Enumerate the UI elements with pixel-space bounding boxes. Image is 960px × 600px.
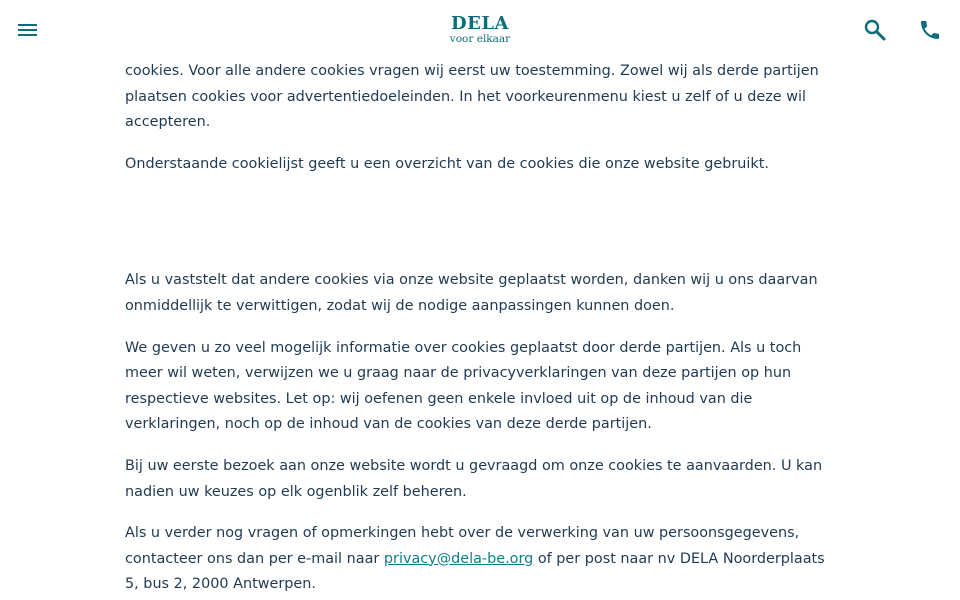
logo-tagline: voor elkaar — [449, 33, 511, 45]
hamburger-menu-icon[interactable] — [17, 22, 39, 40]
logo-main-text: DELA — [451, 13, 509, 34]
search-icon[interactable] — [863, 18, 887, 42]
paragraph-consent: cookies. Voor alle andere cookies vragen wij eerst uw toestemming. Zowel wij als derde partijen plaatsen cookies voor advertentiedoeleinden. In het voorkeurenmenu kiest u zelf of u deze wil accepteren. — [125, 63, 819, 131]
phone-icon[interactable] — [918, 18, 942, 42]
site-header — [0, 0, 960, 58]
paragraph-cookielist-intro: Onderstaande cookielijst geeft u een overzicht van de cookies die onze website gebruikt. — [125, 155, 769, 172]
cookie-policy-content — [125, 59, 830, 598]
paragraph-third-party: We geven u zo veel mogelijk informatie over cookies geplaatst door derde partijen. Als u toch meer wil weten, verwijzen we u graag naar de privacyverklaringen van deze partijen op hun respectieve websites. Let op: wij oefenen geen enkele invloed uit op de inhoud van die verklaringen, noch op de inhoud van de cookies van deze derde partijen. — [125, 339, 802, 433]
dela-logo[interactable] — [440, 14, 520, 45]
paragraph-first-visit: Bij uw eerste bezoek aan onze website wordt u gevraagd om onze cookies te aanvaarden. U kan nadien uw keuzes op elk ogenblik zelf beheren. — [125, 457, 823, 500]
paragraph-report-cookies: Als u vaststelt dat andere cookies via onze website geplaatst worden, danken wij u ons daarvan onmiddellijk te verwittigen, zodat wij de nodige aanpassingen kunnen doen. — [125, 272, 818, 314]
cookie-list-placeholder — [125, 177, 830, 268]
contact-text-before: Als u verder nog vragen of opmerkingen hebt over de verwerking van uw persoonsgegevens, contacteer ons dan per e-mail naar — [125, 525, 800, 567]
contact-text-after: of per post naar nv DELA Noorderplaats 5, bus 2, 2000 Antwerpen. — [125, 550, 825, 593]
paragraph-contact — [125, 521, 830, 598]
privacy-email-link[interactable]: privacy@dela-be.org — [383, 550, 534, 567]
